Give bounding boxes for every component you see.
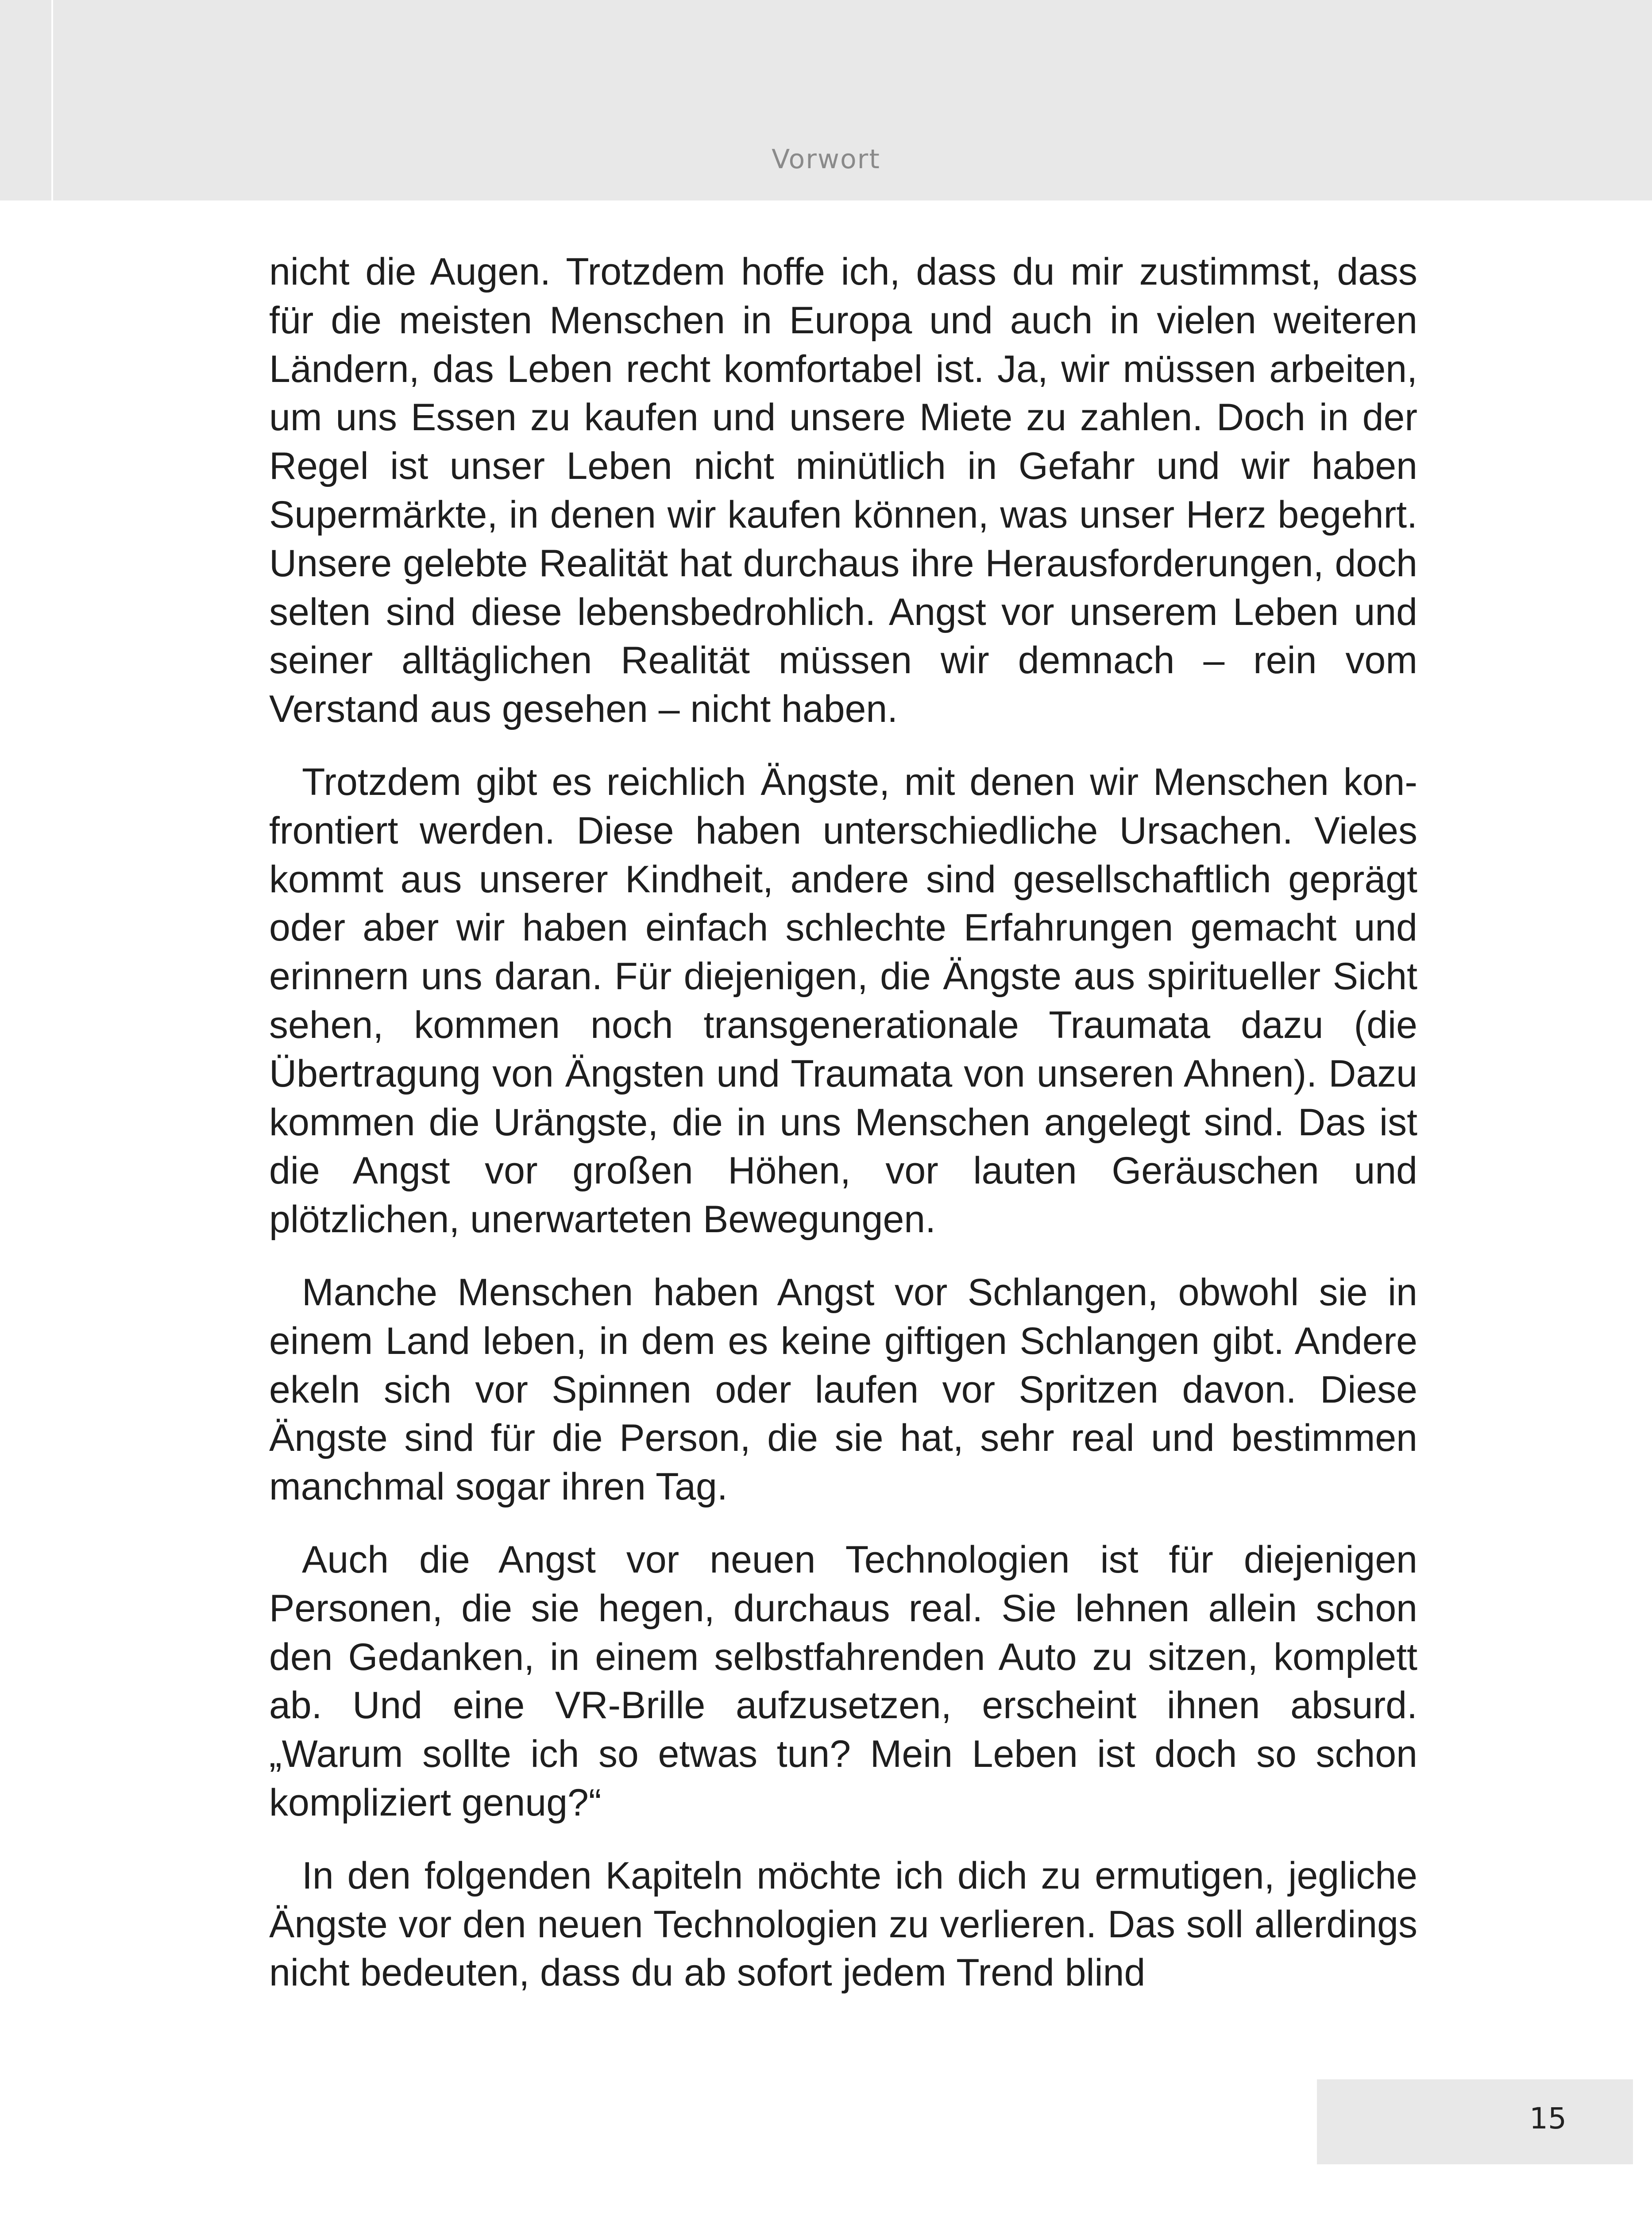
- page-number: 15: [1529, 2101, 1567, 2136]
- body-text: [269, 248, 1417, 1997]
- paragraph: Trotzdem gibt es reichlich Ängste, mit denen wir Menschen konfrontiert werden. Diese haben unterschiedliche Ursachen. Vieles kommt aus unserer Kindheit, andere sind gesellschaftlich geprägt oder aber wir haben einfach schlechte Erfahrungen gemacht und erinnern uns daran. Für diejenigen, die Ängste aus spiritueller Sicht sehen, kommen noch transgenerationale Traumata dazu (die Übertragung von Ängsten und Traumata von unseren Ahnen). Dazu kommen die Urängste, die in uns Menschen angelegt sind. Das ist die Angst vor großen Höhen, vor lauten Geräuschen und plötzlichen, unerwarteten Bewegungen.: [269, 760, 1417, 1241]
- page-number-box: [1317, 2079, 1633, 2164]
- paragraph: In den folgenden Kapiteln möchte ich dich zu ermutigen, jegliche Ängste vor den neuen Technologien zu verlieren. Das soll allerdings nicht bedeuten, dass du ab sofort jedem Trend blind: [269, 1854, 1417, 1994]
- running-title: Vorwort: [772, 144, 880, 175]
- paragraph: Manche Menschen haben Angst vor Schlangen, obwohl sie in einem Land leben, in dem es keine giftigen Schlangen gibt. Andere ekeln sich vor Spinnen oder laufen vor Spritzen davon. Diese Ängste sind für die Person, die sie hat, sehr real und bestimmen manchmal sogar ihren Tag.: [269, 1271, 1417, 1508]
- paragraph: nicht die Augen. Trotzdem hoffe ich, dass du mir zustimmst, dass für die meisten Menschen in Europa und auch in vielen weiteren Ländern, das Leben recht komfortabel ist. Ja, wir müssen arbeiten, um uns Essen zu kaufen und unsere Miete zu zahlen. Doch in der Regel ist unser Leben nicht minütlich in Gefahr und wir haben Supermärkte, in denen wir kaufen können, was unser Herz begehrt. Unsere gelebte Realität hat durchaus ihre Herausforderungen, doch selten sind diese lebensbedrohlich. Angst vor unserem Leben und seiner alltäglichen Realität müssen wir demnach – rein vom Verstand aus gesehen – nicht haben.: [269, 251, 1417, 731]
- paragraph: Auch die Angst vor neuen Technologien ist für diejenigen Personen, die sie hegen, durchaus real. Sie lehnen allein schon den Gedanken, in einem selbstfahrenden Auto zu sitzen, komplett ab. Und eine VR-Brille aufzusetzen, erscheint ihnen absurd. „Warum sollte ich so etwas tun? Mein Leben ist doch so schon kompliziert genug?“: [269, 1538, 1417, 1824]
